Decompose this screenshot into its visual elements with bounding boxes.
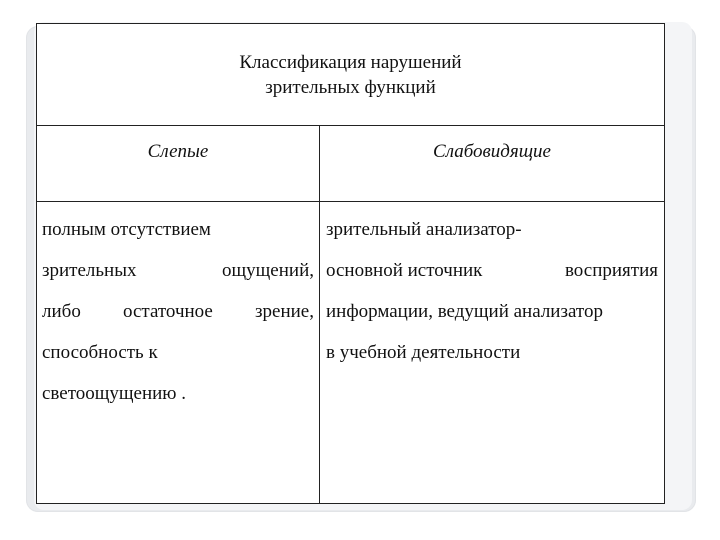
blind-line-3-word-3: зрение, [255, 301, 314, 322]
blind-line-2-word-1: зрительных [42, 260, 137, 281]
header-low-vision [320, 126, 664, 201]
low-vision-line-3: информации, ведущий анализатор [326, 301, 603, 322]
classification-table [36, 23, 665, 504]
low-vision-description-cell [326, 209, 658, 373]
low-vision-line-2-word-2: восприятия [564, 260, 658, 281]
blind-line-2 [42, 250, 314, 291]
blind-line-2-word-2: ощущений, [222, 260, 314, 281]
low-vision-line-2 [326, 250, 658, 291]
header-blind-label: Слепые [147, 141, 209, 162]
blind-line-3-word-2: остаточное [123, 301, 213, 322]
blind-line-1: полным отсутствием [42, 219, 211, 240]
low-vision-line-2-word-1: основной источник [326, 260, 483, 281]
table-title [37, 24, 664, 126]
blind-line-3 [42, 291, 314, 332]
blind-description-cell [42, 209, 314, 414]
header-row-divider [37, 201, 664, 202]
low-vision-line-4: в учебной деятельности [326, 342, 521, 363]
header-blind [37, 126, 319, 201]
header-low-vision-label: Слабовидящие [433, 141, 551, 162]
table-title-line1: Классификация нарушений [239, 51, 462, 73]
blind-line-3-word-1: либо [42, 301, 81, 322]
table-title-line2: зрительных функций [265, 76, 436, 98]
low-vision-line-1: зрительный анализатор- [326, 219, 522, 240]
blind-line-4: способность к [42, 342, 158, 363]
blind-line-5: светоощущению . [42, 383, 187, 404]
